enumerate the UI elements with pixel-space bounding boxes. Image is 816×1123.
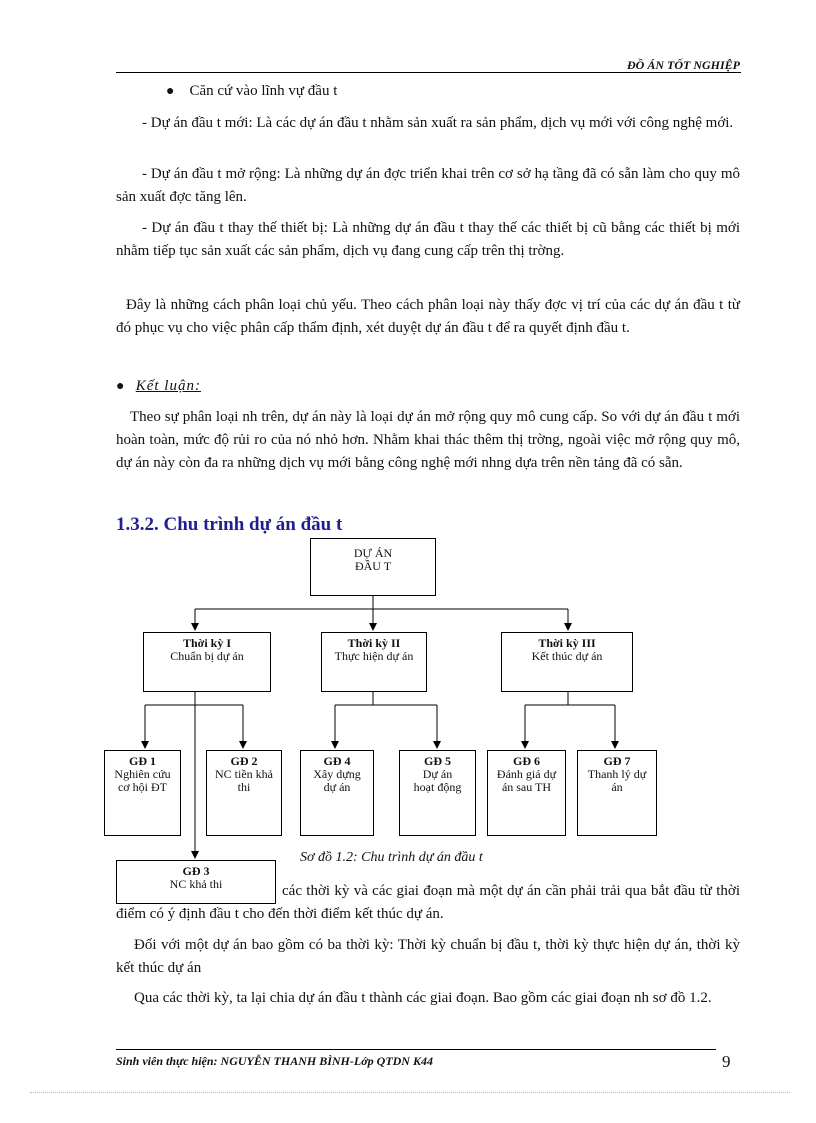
stage-title: GĐ 5 — [424, 754, 451, 768]
stage-box — [487, 750, 566, 836]
paragraph: Theo sự phân loại nh trên, dự án này là loại dự án mở rộng quy mô cung cấp. So với dự án đầu t mới hoàn toàn, mức độ rủi ro của nó nhỏ hơn. Nhằm khai thác thêm thị trờng, ngoài việc mở rộng quy mô, dự án này còn đa ra những dịch vụ mới bằng công nghệ mới nhng dựa trên nền tảng đã có sẵn. — [116, 409, 740, 471]
bullet-icon: ● — [116, 379, 125, 394]
stage-text: NC tiền khả thi — [215, 767, 273, 794]
stage-box — [577, 750, 657, 836]
period-subtitle: Chuẩn bị dự án — [170, 649, 244, 663]
stage-text: Dự án hoạt động — [413, 767, 462, 794]
stage-text: NC khả thi — [169, 877, 223, 891]
period-subtitle: Kết thúc dự án — [531, 649, 603, 663]
diagram-root — [310, 538, 436, 596]
bullet-icon: ● — [166, 84, 175, 99]
stage-title: GĐ 6 — [513, 754, 540, 768]
stage-text: Nghiên cứu cơ hội ĐT — [114, 767, 171, 794]
stage-title: GĐ 7 — [603, 754, 631, 768]
footer-text: Sinh viên thực hiện: NGUYỄN THANH BÌNH-Lớp QTDN K44 — [116, 1054, 433, 1068]
paragraph: Đây là những cách phân loại chủ yếu. Theo cách phân loại này thấy đợc vị trí của các dự án đầu t từ đó phục vụ cho việc phân cấp thẩm định, xét duyệt dự án đầu t để ra quyết định đầu t. — [116, 297, 740, 336]
stage-box — [399, 750, 476, 836]
stage-title: GĐ 3 — [182, 864, 210, 878]
root-line2: ĐẦU T — [354, 559, 392, 573]
period-box — [143, 632, 271, 692]
stage-text: Xây dựng dự án — [313, 767, 361, 794]
header-title: ĐỒ ÁN TỐT NGHIỆP — [627, 58, 740, 72]
paragraph: Qua các thời kỳ, ta lại chia dự án đầu t thành các giai đoạn. Bao gồm các giai đoạn nh sơ đồ 1.2. — [134, 990, 712, 1006]
stage-text: Đánh giá dự án sau TH — [496, 767, 557, 794]
paragraph: các thời kỳ và các giai đoạn mà một dự án cần phải trải qua bắt đầu từ thời điểm có ý định đầu t cho đến thời điểm kết thúc dự án. — [116, 883, 740, 922]
section-heading: 1.3.2. Chu trình dự án đầu t — [116, 514, 343, 535]
period-box — [501, 632, 633, 692]
period-title: Thời kỳ II — [347, 636, 401, 650]
footer-rule — [116, 1049, 716, 1050]
stage-title: GĐ 1 — [129, 754, 156, 768]
stage-box — [104, 750, 181, 836]
stage-box — [206, 750, 282, 836]
paragraph: - Dự án đầu t thay thế thiết bị: Là những dự án đầu t thay thế các thiết bị cũ bằng các thiết bị mới nhằm tiếp tục sản xuất các sản phẩm, dịch vụ đang cung cấp trên thị trờng. — [116, 220, 740, 259]
diagram-caption: Sơ đồ 1.2: Chu trình dự án đầu t — [300, 850, 483, 865]
stage-title: GĐ 4 — [323, 754, 351, 768]
bullet-text: Căn cứ vào lĩnh vự đầu t — [189, 83, 338, 99]
period-subtitle: Thực hiện dự án — [334, 649, 414, 663]
paragraph: Đối với một dự án bao gồm có ba thời kỳ: Thời kỳ chuẩn bị đầu t, thời kỳ thực hiện dự án, thời kỳ kết thúc dự án — [116, 937, 740, 976]
period-title: Thời kỳ I — [183, 636, 231, 650]
paragraph: - Dự án đầu t mở rộng: Là những dự án đợc triển khai trên cơ sở hạ tầng đã có sẵn làm cho quy mô sản xuất đợc tăng lên. — [116, 166, 740, 205]
page-number: 9 — [722, 1052, 731, 1071]
stage-title: GĐ 2 — [230, 754, 258, 768]
period-title: Thời kỳ III — [538, 636, 596, 650]
page-bottom-divider — [30, 1092, 790, 1093]
paragraph: - Dự án đầu t mới: Là các dự án đầu t nhằm sản xuất ra sản phẩm, dịch vụ mới với công nghệ mới. — [142, 115, 734, 131]
conclusion-label: Kết luận: — [135, 378, 201, 394]
stage-box — [300, 750, 374, 836]
root-line1: DỰ ÁN — [353, 546, 393, 560]
period-box — [321, 632, 427, 692]
stage-text: Thanh lý dự án — [587, 767, 647, 794]
